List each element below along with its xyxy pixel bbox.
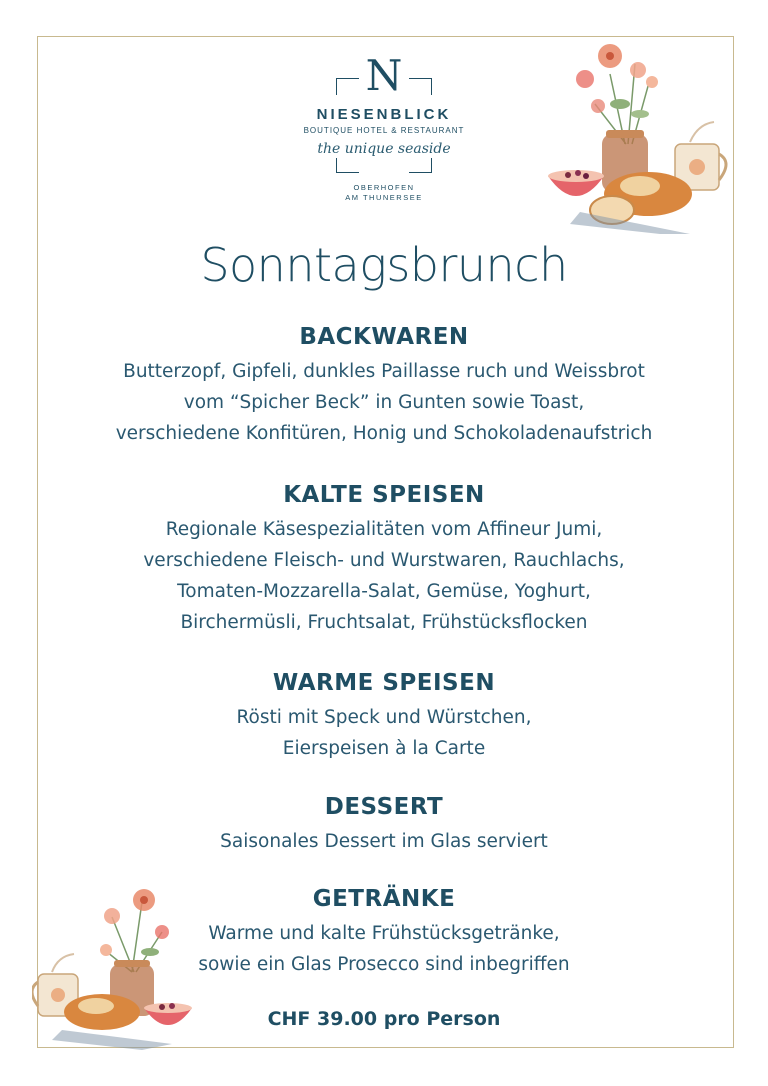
menu-sections xyxy=(0,324,768,449)
section-heading: BACKWAREN xyxy=(299,324,469,350)
breakfast-illustration-bottom xyxy=(32,882,202,1052)
logo-letter: N xyxy=(365,51,403,100)
section-line: verschiedene Fleisch- und Wurstwaren, Rauchlachs, xyxy=(143,550,625,571)
section-line: Rösti mit Speck und Würstchen, xyxy=(236,707,532,728)
section-backwaren xyxy=(0,324,768,449)
logo-brand: NIESENBLICK xyxy=(316,106,452,123)
section-heading: GETRÄNKE xyxy=(312,886,456,912)
section-line: Saisonales Dessert im Glas serviert xyxy=(220,831,548,852)
section-line: Eierspeisen à la Carte xyxy=(282,738,486,759)
section-line: Warme und kalte Frühstücksgetränke, xyxy=(208,923,560,944)
logo-tagline: the unique seaside xyxy=(317,141,451,157)
section-line: Regionale Käsespezialitäten vom Affineur Jumi, xyxy=(165,519,603,540)
logo-location-line2: AM THUNERSEE xyxy=(345,193,423,202)
logo-monogram xyxy=(336,52,432,100)
section-line: Tomaten-Mozzarella-Salat, Gemüse, Yoghurt, xyxy=(177,581,591,602)
section-line: verschiedene Konfitüren, Honig und Schokoladenaufstrich xyxy=(115,423,653,444)
section-line: Butterzopf, Gipfeli, dunkles Paillasse ruch und Weissbrot xyxy=(123,361,645,382)
logo-subtitle: BOUTIQUE HOTEL & RESTAURANT xyxy=(303,126,465,135)
menu-title: Sonntagsbrunch xyxy=(200,238,568,292)
menu-section-wrap xyxy=(0,670,768,764)
section-line: sowie ein Glas Prosecco sind inbegriffen xyxy=(198,954,570,975)
section-line: vom “Spicher Beck” in Gunten sowie Toast, xyxy=(183,392,585,413)
section-dessert xyxy=(0,794,768,857)
section-heading: KALTE SPEISEN xyxy=(283,482,485,508)
section-warme-speisen xyxy=(0,670,768,764)
section-heading: WARME SPEISEN xyxy=(272,670,496,696)
menu-section-wrap xyxy=(0,794,768,857)
breakfast-illustration-top xyxy=(540,34,740,234)
section-line: Birchermüsli, Fruchtsalat, Frühstücksflocken xyxy=(180,612,588,633)
section-kalte-speisen xyxy=(0,482,768,638)
section-heading: DESSERT xyxy=(324,794,444,820)
logo-lower-bracket xyxy=(336,157,432,173)
menu-section-wrap xyxy=(0,482,768,638)
logo-location-line1: OBERHOFEN xyxy=(353,183,415,192)
price-label: CHF 39.00 pro Person xyxy=(267,1008,501,1030)
